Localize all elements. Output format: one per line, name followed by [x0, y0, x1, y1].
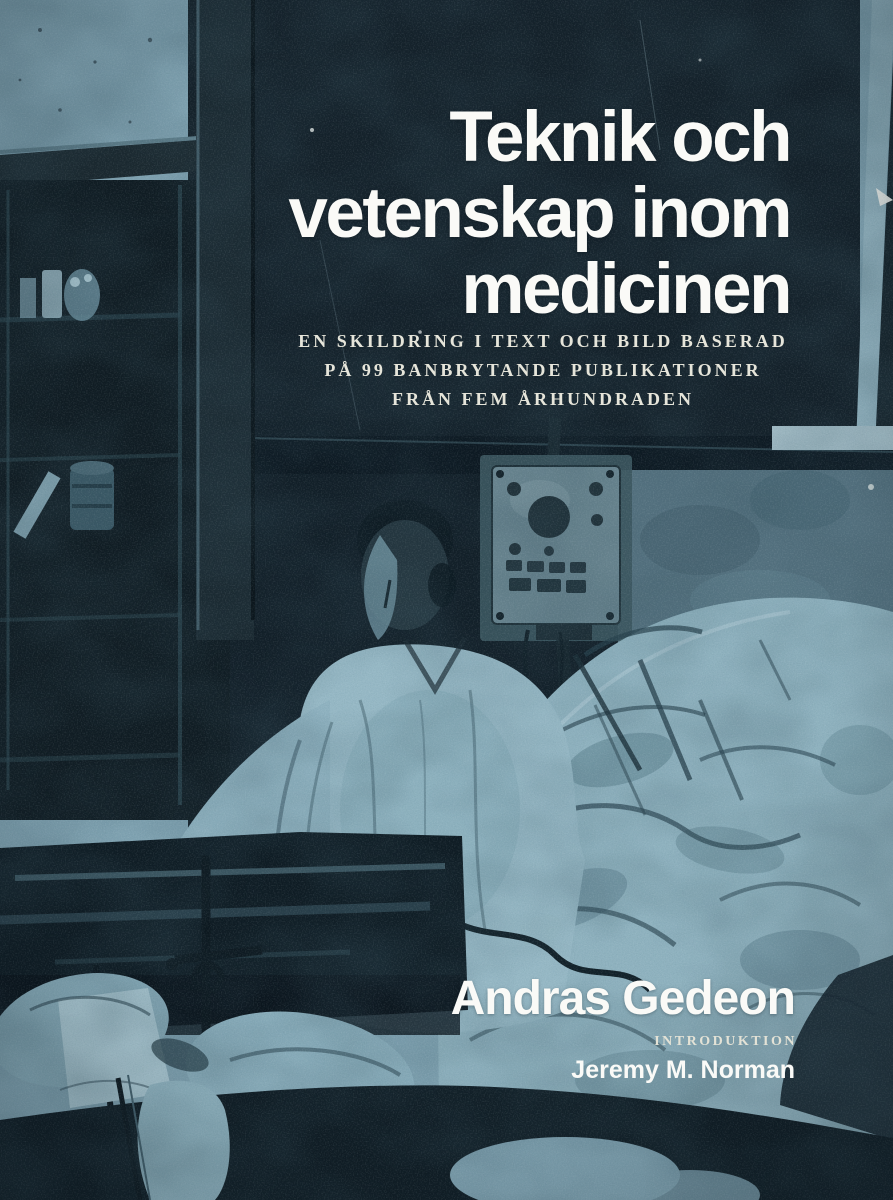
book-subtitle — [293, 327, 793, 414]
subtitle-line-2: PÅ 99 BANBRYTANDE PUBLIKATIONER — [324, 360, 762, 380]
title-line-1: Teknik och — [449, 98, 790, 177]
subtitle-line-3: FRÅN FEM ÅRHUNDRADEN — [392, 389, 694, 409]
author-block — [450, 972, 797, 1084]
introduction-label: INTRODUKTION — [654, 1034, 797, 1049]
introduction-author: Jeremy M. Norman — [571, 1056, 795, 1084]
subtitle-line-1: EN SKILDRING I TEXT OCH BILD BASERAD — [298, 331, 788, 351]
book-title — [288, 100, 790, 328]
title-line-3: medicinen — [461, 250, 790, 329]
title-line-2: vetenskap inom — [288, 174, 790, 253]
author-name: Andras Gedeon — [450, 972, 795, 1025]
